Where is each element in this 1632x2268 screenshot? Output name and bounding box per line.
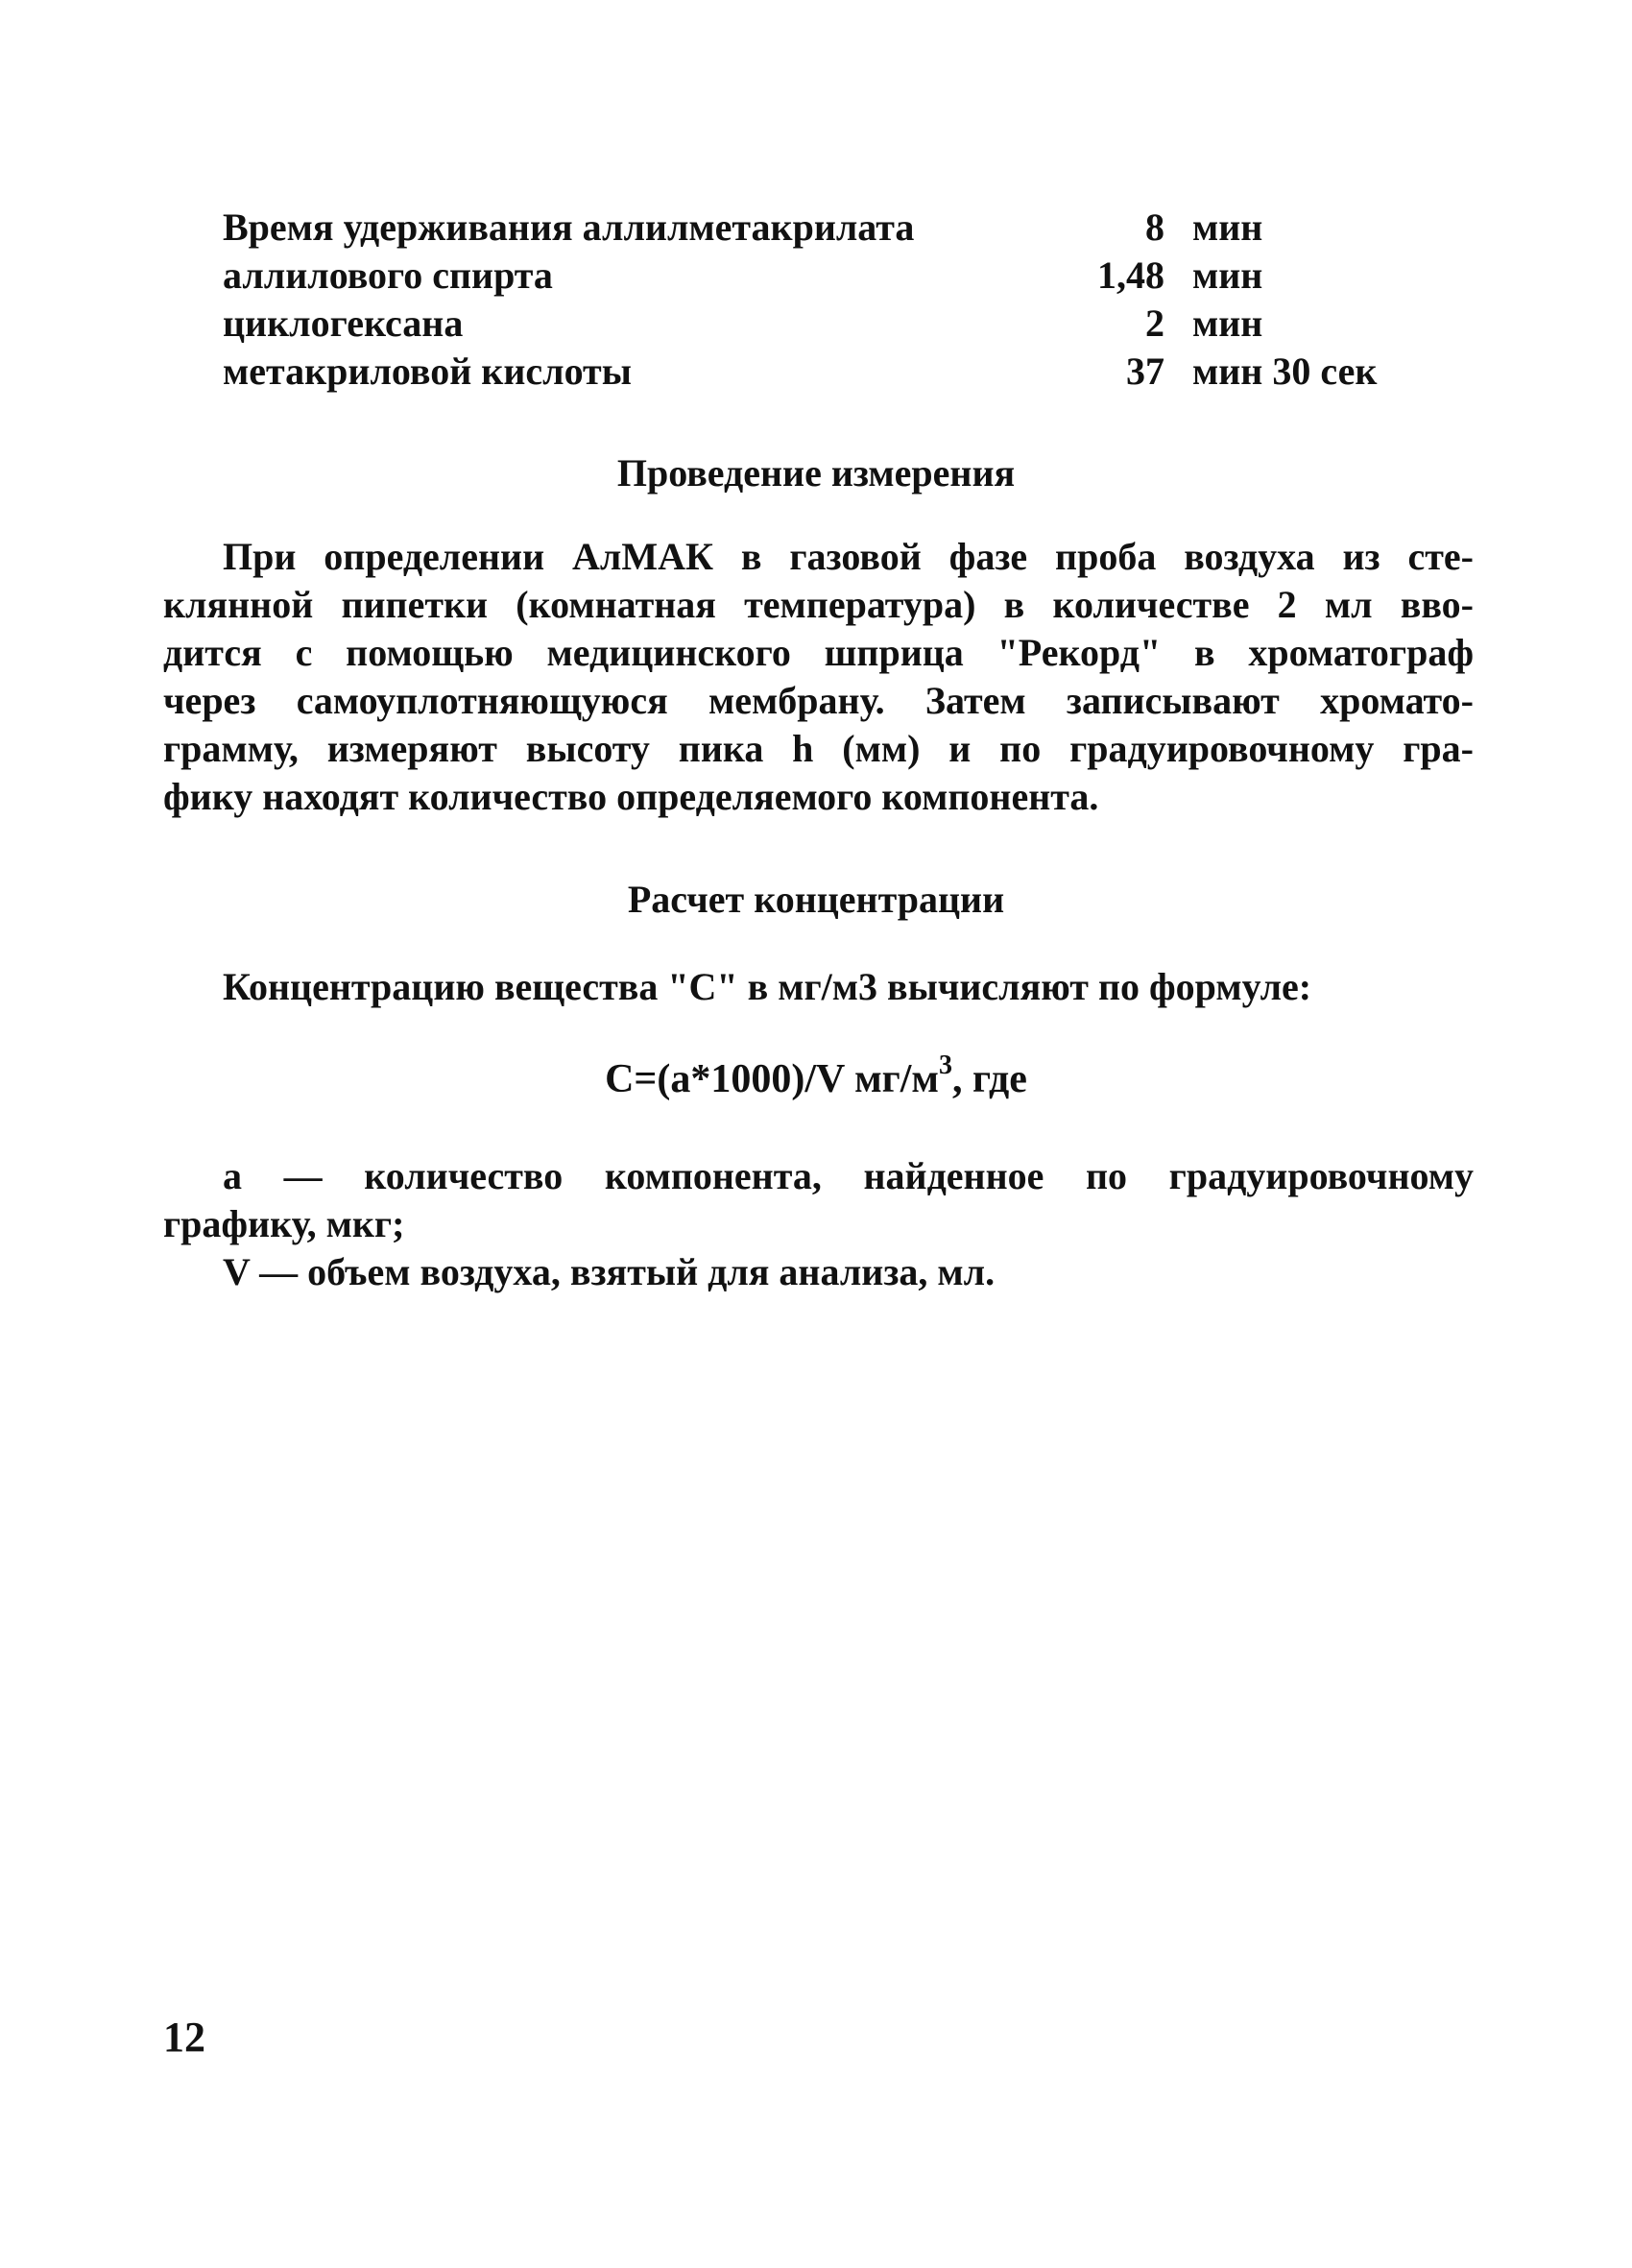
table-row (223, 348, 1423, 396)
table-row (223, 300, 1423, 348)
compound-name: метакриловой кислоты (223, 350, 632, 393)
definition-line: V — объем воздуха, взятый для анализа, мл. (223, 1250, 996, 1293)
table-row (223, 204, 1423, 252)
calculation-heading: Расчет концентрации (627, 878, 1005, 921)
paragraph-line: через самоуплотняющуюся мембрану. Затем записывают хромато- (163, 679, 1474, 722)
formula-definitions (163, 1152, 1474, 1296)
retention-time-table (223, 204, 1423, 396)
table-row (223, 252, 1423, 300)
concentration-formula (0, 1050, 1632, 1105)
paragraph-line: фику находят количество определяемого компонента. (163, 775, 1099, 818)
page-number: 12 (163, 2014, 205, 2061)
formula-exponent: 3 (939, 1050, 953, 1080)
measurement-heading: Проведение измерения (616, 451, 1016, 495)
compound-name: циклогексана (223, 302, 464, 345)
retention-unit: мин (1192, 253, 1263, 297)
formula-main: С=(а*1000)/V мг/м (605, 1057, 940, 1101)
paragraph-line: При определении АлМАК в газовой фазе проба воздуха из сте- (223, 535, 1474, 578)
retention-unit: мин 30 сек (1192, 350, 1378, 393)
compound-name: Время удерживания аллилметакрилата (223, 205, 915, 249)
retention-value: 2 (1145, 302, 1164, 345)
definition-line: а — количество компонента, найденное по градуировочному (223, 1154, 1474, 1197)
retention-value: 1,48 (1097, 253, 1164, 297)
formula-tail: , где (952, 1057, 1027, 1101)
retention-unit: мин (1192, 205, 1263, 249)
paragraph-line: клянной пипетки (комнатная температура) в количестве 2 мл вво- (163, 583, 1474, 626)
compound-name: аллилового спирта (223, 253, 553, 297)
paragraph-line: грамму, измеряют высоту пика h (мм) и по градуировочному гра- (163, 727, 1474, 770)
retention-value: 8 (1145, 205, 1164, 249)
definition-line: графику, мкг; (163, 1202, 405, 1245)
formula-intro: Концентрацию вещества "С" в мг/м3 вычисляют по формуле: (223, 965, 1312, 1008)
retention-value: 37 (1126, 350, 1164, 393)
paragraph-line: дится с помощью медицинского шприца "Рекорд" в хроматограф (163, 631, 1474, 674)
retention-unit: мин (1192, 302, 1263, 345)
measurement-paragraph (163, 533, 1474, 821)
